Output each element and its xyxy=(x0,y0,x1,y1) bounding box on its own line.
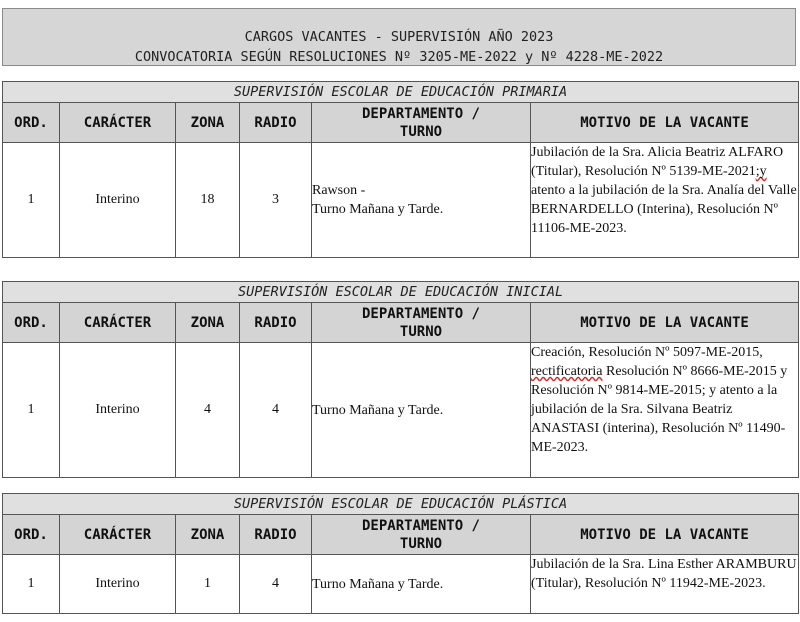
col-radio: RADIO xyxy=(240,303,312,343)
section-title: SUPERVISIÓN ESCOLAR DE EDUCACIÓN PLÁSTICA xyxy=(3,494,799,515)
col-zona: ZONA xyxy=(176,303,240,343)
table-row xyxy=(3,143,799,258)
cell-caracter: Interino xyxy=(60,143,176,258)
header-title: CARGOS VACANTES - SUPERVISIÓN AÑO 2023 xyxy=(244,29,554,45)
col-ord: ORD. xyxy=(3,103,60,143)
motivo-text-cont: atento a la jubilación de la Sra. Analía del Valle BERNARDELLO (Interina), Resolución Nº 11106-ME-2023. xyxy=(531,183,797,236)
cell-ord: 1 xyxy=(3,143,60,258)
vacancy-table-inicial xyxy=(2,281,799,478)
cell-zona: 18 xyxy=(176,143,240,258)
cell-motivo xyxy=(531,343,799,478)
cell-dept-line1: Rawson - xyxy=(312,183,366,198)
col-zona: ZONA xyxy=(176,515,240,555)
motivo-text: Jubilación de la Sra. Alicia Beatriz ALFARO (Titular), Resolución Nº 5139-ME-2021 xyxy=(531,145,784,179)
cell-dept-line2: Turno Mañana y Tarde. xyxy=(312,576,444,592)
cell-ord: 1 xyxy=(3,343,60,478)
col-dept-line2: TURNO xyxy=(399,123,443,140)
cell-zona: 1 xyxy=(176,555,240,614)
cell-departamento xyxy=(312,343,531,478)
motivo-spellcheck-flag: ;y xyxy=(755,164,767,179)
col-dept-line2: TURNO xyxy=(399,323,443,340)
col-dept-line1: DEPARTAMENTO / xyxy=(361,305,480,322)
cell-ord: 1 xyxy=(3,555,60,614)
section-primaria xyxy=(2,81,798,258)
col-motivo: MOTIVO DE LA VACANTE xyxy=(531,303,799,343)
col-radio: RADIO xyxy=(240,515,312,555)
col-dept-line1: DEPARTAMENTO / xyxy=(361,105,480,122)
header-subtitle: CONVOCATORIA SEGÚN RESOLUCIONES Nº 3205-ME-2022 y Nº 4228-ME-2022 xyxy=(134,49,664,65)
cell-caracter: Interino xyxy=(60,555,176,614)
section-inicial xyxy=(2,281,798,478)
table-row xyxy=(3,555,799,614)
col-departamento xyxy=(312,515,531,555)
col-dept-line2: TURNO xyxy=(399,535,443,552)
col-ord: ORD. xyxy=(3,303,60,343)
cell-radio: 3 xyxy=(240,143,312,258)
col-departamento xyxy=(312,103,531,143)
cell-dept-line2: Turno Mañana y Tarde. xyxy=(312,202,444,217)
section-title: SUPERVISIÓN ESCOLAR DE EDUCACIÓN PRIMARIA xyxy=(3,82,799,103)
col-caracter: CARÁCTER xyxy=(60,103,176,143)
cell-departamento xyxy=(312,555,531,614)
motivo-spellcheck-flag: rectificatoria xyxy=(531,364,603,379)
section-title: SUPERVISIÓN ESCOLAR DE EDUCACIÓN INICIAL xyxy=(3,282,799,303)
col-dept-line1: DEPARTAMENTO / xyxy=(361,517,480,534)
col-motivo: MOTIVO DE LA VACANTE xyxy=(531,515,799,555)
cell-radio: 4 xyxy=(240,343,312,478)
col-zona: ZONA xyxy=(176,103,240,143)
document-header xyxy=(2,8,796,66)
col-motivo: MOTIVO DE LA VACANTE xyxy=(531,103,799,143)
cell-departamento xyxy=(312,143,531,258)
col-departamento xyxy=(312,303,531,343)
cell-caracter: Interino xyxy=(60,343,176,478)
section-plastica xyxy=(2,493,798,614)
vacancy-table-primaria xyxy=(2,81,799,258)
col-caracter: CARÁCTER xyxy=(60,303,176,343)
cell-motivo xyxy=(531,143,799,258)
motivo-text-cont: Resolución Nº 8666-ME-2015 y Resolución Nº 9814-ME-2015; y atento a la jubilación de la Sra. Silvana Beatriz ANASTASI (interina), Resolución Nº 11490-ME-2023. xyxy=(531,364,788,455)
cell-motivo xyxy=(531,555,799,614)
vacancy-table-plastica xyxy=(2,493,799,614)
motivo-text: Creación, Resolución Nº 5097-ME-2015, xyxy=(531,345,763,360)
col-ord: ORD. xyxy=(3,515,60,555)
table-row xyxy=(3,343,799,478)
cell-zona: 4 xyxy=(176,343,240,478)
motivo-text: Jubilación de la Sra. Lina Esther ARAMBURU (Titular), Resolución Nº 11942-ME-2023. xyxy=(531,557,797,591)
cell-radio: 4 xyxy=(240,555,312,614)
cell-dept-line2: Turno Mañana y Tarde. xyxy=(312,402,444,418)
col-radio: RADIO xyxy=(240,103,312,143)
col-caracter: CARÁCTER xyxy=(60,515,176,555)
